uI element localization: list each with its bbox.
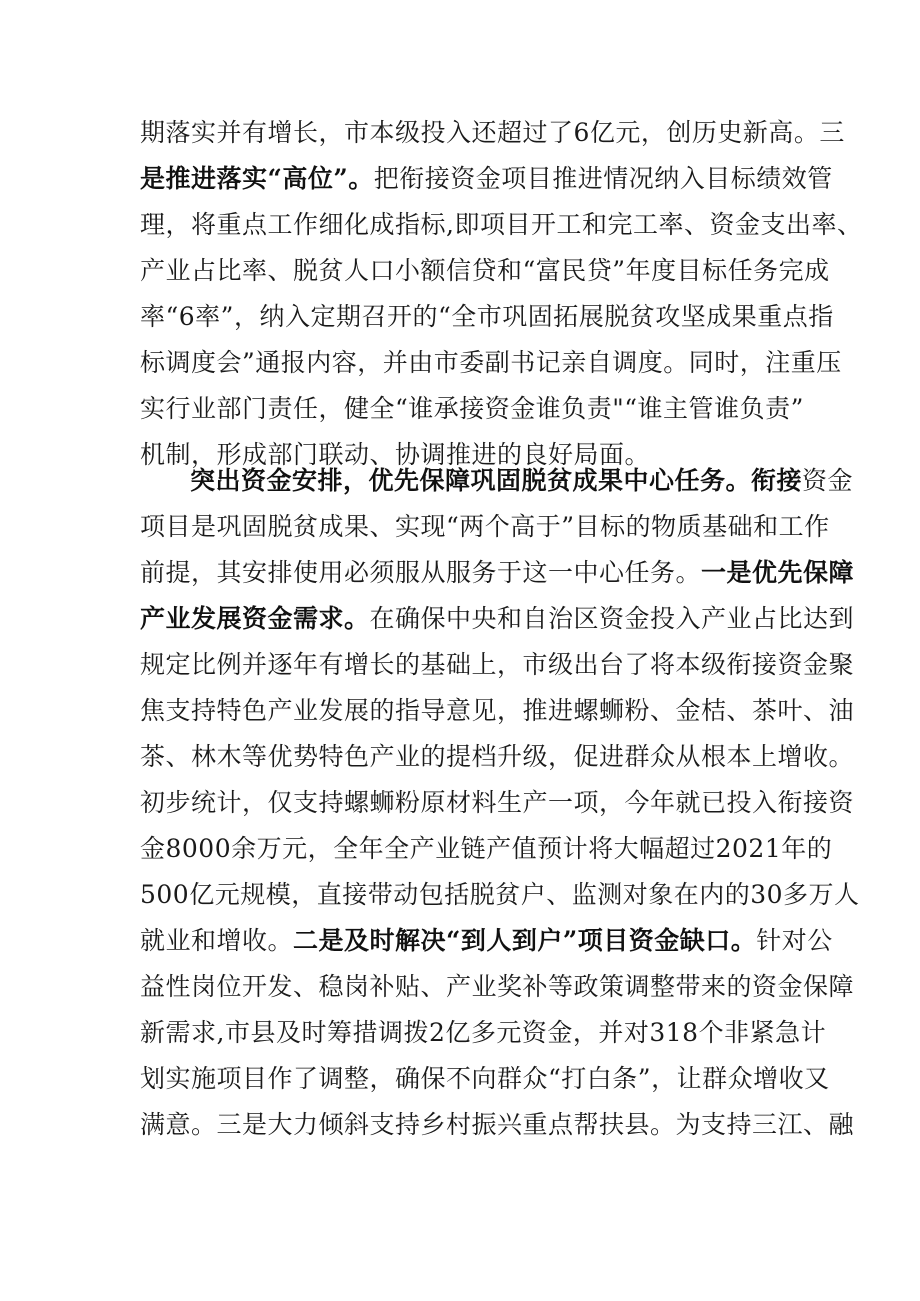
text-run: 期落实并有增长，市本级投入还超过了6亿元，创历史新高。三 xyxy=(140,118,845,147)
text-run: 理，将重点工作细化成指标,即项目开工和完工率、资金支出率、 xyxy=(140,210,863,239)
bold-text-run: 二是及时解决“到人到户”项目资金缺口。 xyxy=(293,926,757,955)
text-run: 在确保中央和自治区资金投入产业占比达到 xyxy=(369,604,855,633)
paragraph xyxy=(140,110,863,478)
text-line xyxy=(140,110,845,156)
text-line xyxy=(140,918,833,964)
text-run: 实行业部门责任，健全“谁承接资金谁负责"“谁主管谁负责” xyxy=(140,394,804,423)
text-run: 项目是巩固脱贫成果、实现“两个高于”目标的物质基础和工作 xyxy=(140,512,830,541)
text-run: 焦支持特色产业发展的指导意见，推进螺蛳粉、金桔、茶叶、油 xyxy=(140,696,855,725)
text-run: 率“6率”，纳入定期召开的“全市巩固拓展脱贫攻坚成果重点指 xyxy=(140,302,834,331)
text-line xyxy=(140,688,855,734)
text-run: 满意。三是大力倾斜支持乡村振兴重点帮扶县。为支持三江、融 xyxy=(140,1110,855,1139)
text-run: 把衔接资金项目推进情况纳入目标绩效管 xyxy=(373,164,833,193)
text-run: 标调度会”通报内容，并由市委副书记亲自调度。同时，注重压 xyxy=(140,348,842,377)
bold-text-run: 产业发展资金需求。 xyxy=(140,604,370,633)
text-line xyxy=(140,642,855,688)
text-line xyxy=(140,458,854,504)
paragraph xyxy=(140,458,860,1148)
text-line xyxy=(140,596,855,642)
text-line xyxy=(140,340,842,386)
bold-text-run: 是推进落实“高位”。 xyxy=(140,164,374,193)
text-run: 500亿元规模，直接带动包括脱贫户、监测对象在内的30多万人 xyxy=(140,880,860,909)
text-line xyxy=(140,1102,855,1148)
text-line xyxy=(140,550,855,596)
text-run: 益性岗位开发、稳岗补贴、产业奖补等政策调整带来的资金保障 xyxy=(140,972,855,1001)
text-line xyxy=(140,872,860,918)
text-line xyxy=(140,780,855,826)
text-run: 机制，形成部门联动、协调推进的良好局面。 xyxy=(140,440,651,469)
text-run: 针对公 xyxy=(756,926,833,955)
text-run: 就业和增收。 xyxy=(140,926,294,955)
text-line xyxy=(140,1010,827,1056)
text-run: 规定比例并逐年有增长的基础上，市级出台了将本级衔接资金聚 xyxy=(140,650,855,679)
text-run: 新需求,市县及时筹措调拨2亿多元资金，并对318个非紧急计 xyxy=(140,1018,827,1047)
text-line xyxy=(140,826,833,872)
text-line xyxy=(140,202,863,248)
text-run: 金8000余万元，全年全产业链产值预计将大幅超过2021年的 xyxy=(140,834,833,863)
text-line xyxy=(140,156,833,202)
text-line xyxy=(140,386,804,432)
text-line xyxy=(140,734,855,780)
text-run: 划实施项目作了调整，确保不向群众“打白条”，让群众增收又 xyxy=(140,1064,830,1093)
text-line xyxy=(140,248,830,294)
text-line xyxy=(140,1056,830,1102)
text-line xyxy=(140,964,855,1010)
text-run: 茶、林木等优势特色产业的提档升级，促进群众从根本上增收。 xyxy=(140,742,855,771)
text-run: 初步统计，仅支持螺蛳粉原材料生产一项，今年就已投入衔接资 xyxy=(140,788,855,817)
text-run: 产业占比率、脱贫人口小额信贷和“富民贷”年度目标任务完成 xyxy=(140,256,830,285)
text-run: 资金 xyxy=(802,466,854,495)
text-line xyxy=(140,504,830,550)
text-line xyxy=(140,294,834,340)
bold-text-run: 突出资金安排，优先保障巩固脱贫成果中心任务。衔接 xyxy=(190,466,803,495)
text-run: 前提，其安排使用必须服从服务于这一中心任务。 xyxy=(140,558,702,587)
bold-text-run: 一是优先保障 xyxy=(701,558,855,587)
